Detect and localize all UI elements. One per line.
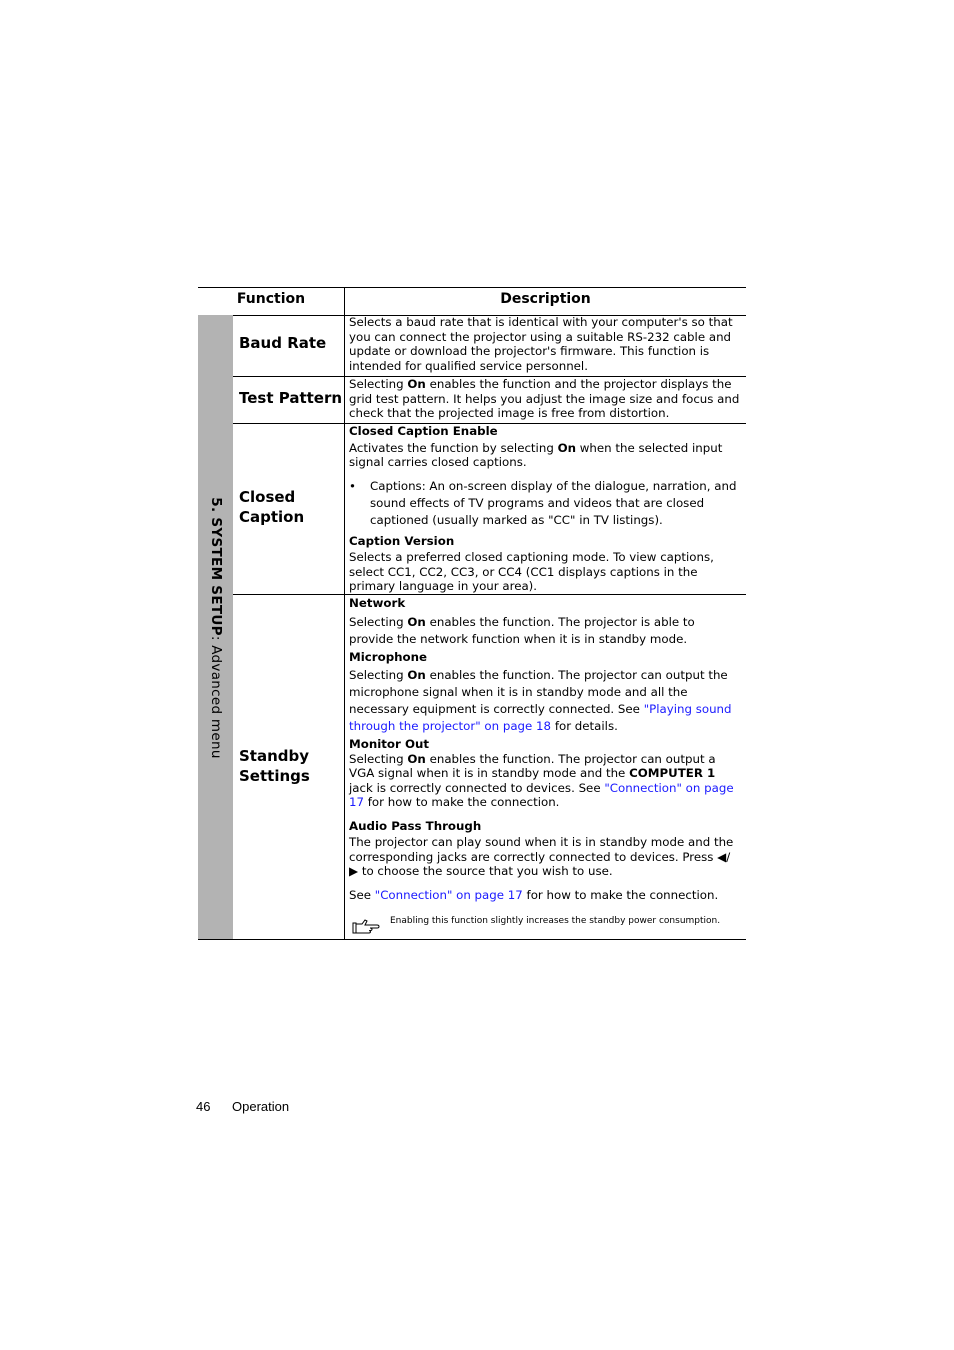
caption-version-text: Selects a preferred closed captioning mode. To view captions, select CC1, CC2, CC3, or CC4 (CC1 displays captions in the primary language in your area). bbox=[349, 550, 714, 593]
cc-enable-text: Activates the function by selecting On when the selected input signal carries closed captions. bbox=[349, 440, 723, 469]
row-divider bbox=[233, 594, 746, 595]
connection-link[interactable]: "Connection" on page 17 bbox=[374, 887, 523, 902]
network-text: Selecting On enables the function. The projector is able to provide the network function when it is in standby mode. bbox=[349, 614, 695, 646]
network-title: Network bbox=[349, 596, 406, 610]
test-pattern-text: Selecting On enables the function and the projector displays the grid test pattern. It helps you adjust the image size and focus and check that the projected image is free from distortion. bbox=[349, 377, 740, 420]
connection-link[interactable]: "Connection" on page 17 bbox=[349, 780, 734, 809]
baud-rate-text: Selects a baud rate that is identical with your computer's so that you can connect the projector using a suitable RS-232 cable and update or download the projector's firmware. This function is intended for qualified service personnel. bbox=[349, 315, 733, 373]
monitor-out-text: Selecting On enables the function. The projector can output a VGA signal when it is in standby mode and the COMPUTER 1 jack is correctly connected to devices. See "Connection" on page 17 for how to make the connection. bbox=[349, 751, 734, 809]
function-baud-rate: Baud Rate bbox=[239, 334, 327, 352]
description-standby-settings bbox=[349, 596, 741, 902]
function-closed-caption: Closed Caption bbox=[239, 488, 305, 526]
section-sidebar bbox=[198, 315, 233, 940]
section-label-rest: : Advanced menu bbox=[207, 635, 224, 759]
monitor-out-title: Monitor Out bbox=[349, 737, 430, 751]
footer-section: Operation bbox=[232, 1099, 290, 1114]
note-text: Enabling this function slightly increases the standby power consumption. bbox=[390, 916, 721, 926]
list-item: • Captions: An on-screen display of the dialogue, narration, and sound effects of TV programs and videos that are closed captioned (usually marked as "CC" in TV listings). bbox=[349, 478, 737, 527]
cc-bullet-list bbox=[349, 478, 741, 529]
table-header bbox=[198, 287, 746, 316]
description-baud-rate bbox=[349, 315, 741, 373]
microphone-text: Selecting On enables the function. The projector can output the microphone signal when it is in standby mode and all the necessary equipment is correctly connected. See "Playing sound through the projector" on page 18 for details. bbox=[349, 668, 732, 733]
header-function: Function bbox=[236, 291, 306, 307]
function-test-pattern: Test Pattern bbox=[239, 389, 343, 407]
description-closed-caption bbox=[349, 424, 741, 594]
section-label bbox=[208, 497, 224, 758]
description-test-pattern bbox=[349, 377, 741, 421]
cc-enable-title: Closed Caption Enable bbox=[349, 424, 498, 438]
function-standby-settings: Standby Settings bbox=[239, 747, 310, 785]
audio-pass-through-title: Audio Pass Through bbox=[349, 818, 482, 833]
caption-version-title: Caption Version bbox=[349, 533, 455, 548]
pointing-hand-icon bbox=[352, 917, 380, 935]
playing-sound-link[interactable]: "Playing sound through the projector" on page 18 bbox=[349, 702, 732, 733]
audio-pass-through-text: The projector can play sound when it is in standby mode and the corresponding jacks are correctly connected to devices. Press ◀/ ▶ to choose the source that you wish to use. bbox=[349, 835, 734, 878]
column-divider bbox=[344, 314, 345, 940]
see-connection-text: See "Connection" on page 17 for how to make the connection. bbox=[349, 887, 719, 902]
section-label-bold: 5. SYSTEM SETUP bbox=[207, 496, 224, 636]
header-description: Description bbox=[500, 291, 591, 307]
microphone-title: Microphone bbox=[349, 649, 428, 664]
table-bottom-border bbox=[198, 939, 746, 940]
page-number: 46 bbox=[196, 1099, 211, 1114]
